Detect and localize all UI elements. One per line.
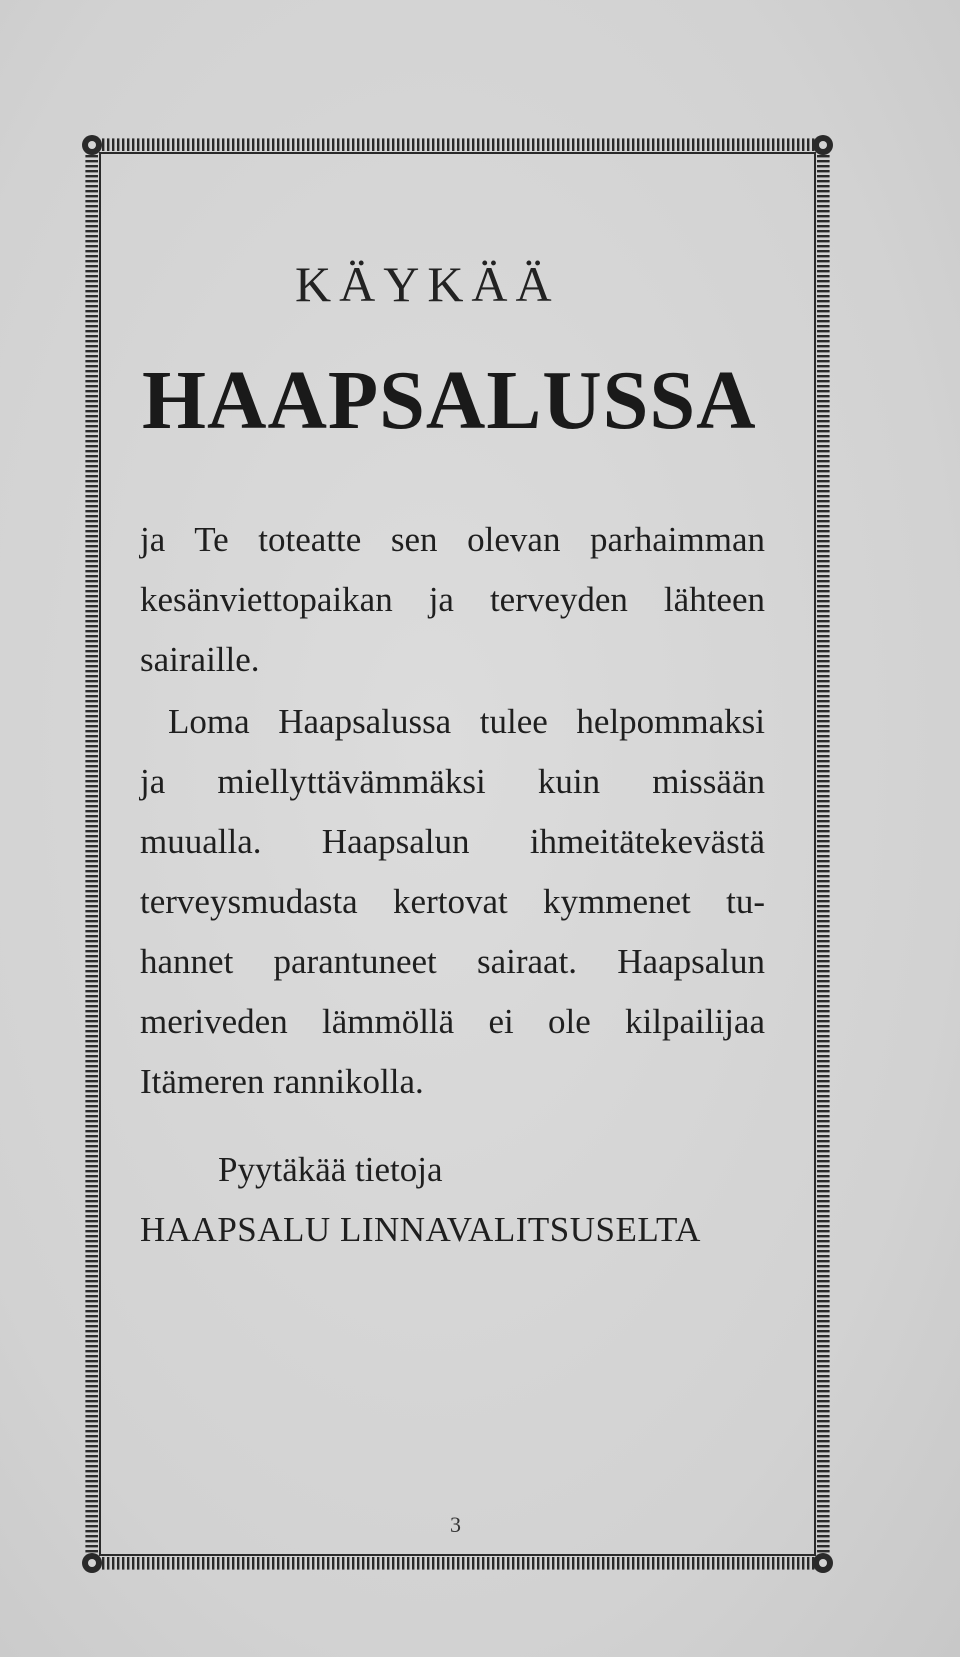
sender-line: HAAPSALU LINNAVALITSUSELTA — [140, 1210, 701, 1249]
text-line-9: meriveden lämmöllä ei ole kilpailijaa — [140, 1002, 765, 1041]
text-line-1: ja Te toteatte sen olevan parhaimman — [140, 520, 765, 559]
text-line-7: terveysmudasta kertovat kymmenet tu- — [140, 882, 765, 921]
text-line-8: hannet parantuneet sairaat. Haapsalun — [140, 942, 765, 981]
request-line: Pyytäkää tietoja — [218, 1150, 443, 1189]
text-line-3: sairaille. — [140, 640, 260, 679]
heading-haapsalussa: HAAPSALUSSA — [142, 354, 757, 447]
page-number: 3 — [450, 1512, 461, 1537]
text-line-5: ja miellyttävämmäksi kuin missään — [140, 762, 765, 801]
text-line-2: kesänviettopaikan ja terveyden lähteen — [140, 580, 765, 619]
text-line-6: muualla. Haapsalun ihmeitätekevästä — [140, 822, 765, 861]
text-line-10: Itämeren rannikolla. — [140, 1062, 424, 1101]
heading-kaykaa: KÄYKÄÄ — [295, 256, 560, 312]
text-line-4: Loma Haapsalussa tulee helpommaksi — [168, 702, 765, 741]
